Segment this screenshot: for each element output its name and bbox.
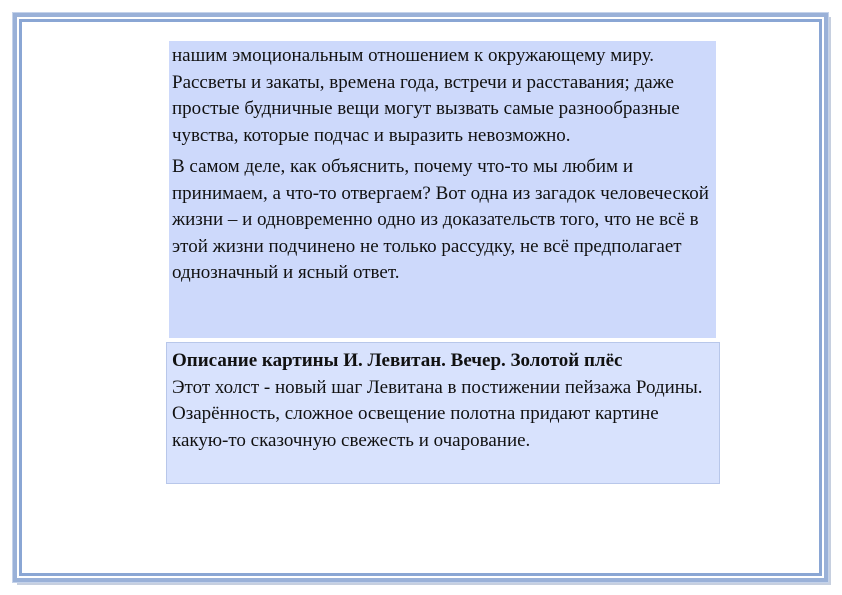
frame-shadow-right <box>828 17 831 583</box>
painting-description-body: Этот холст - новый шаг Левитана в постижении пейзажа Родины. Озарённость, сложное освещение полотна придают картине какую-то сказочную свежесть и очарование. <box>172 376 703 451</box>
intro-text-block <box>169 41 716 338</box>
intro-paragraph-2: В самом деле, как объяснить, почему что-то мы любим и принимаем, а что-то отвергаем? Вот одна из загадок человеческой жизни – и одновременно одно из доказательств того, что не всё в этой жизни подчинено не только рассудку, не всё предполагает однозначный и ясный ответ. <box>172 156 709 283</box>
intro-paragraph-1: нашим эмоциональным отношением к окружающему миру. Рассветы и закаты, времена года, встречи и расставания; даже простые будничные вещи могут вызвать самые разнообразные чувства, которые подчас и выразить невозможно. <box>172 45 680 146</box>
painting-description-block <box>166 342 720 484</box>
frame-shadow-bottom <box>17 582 831 585</box>
painting-description-heading: Описание картины И. Левитан. Вечер. Золотой плёс <box>172 350 623 371</box>
